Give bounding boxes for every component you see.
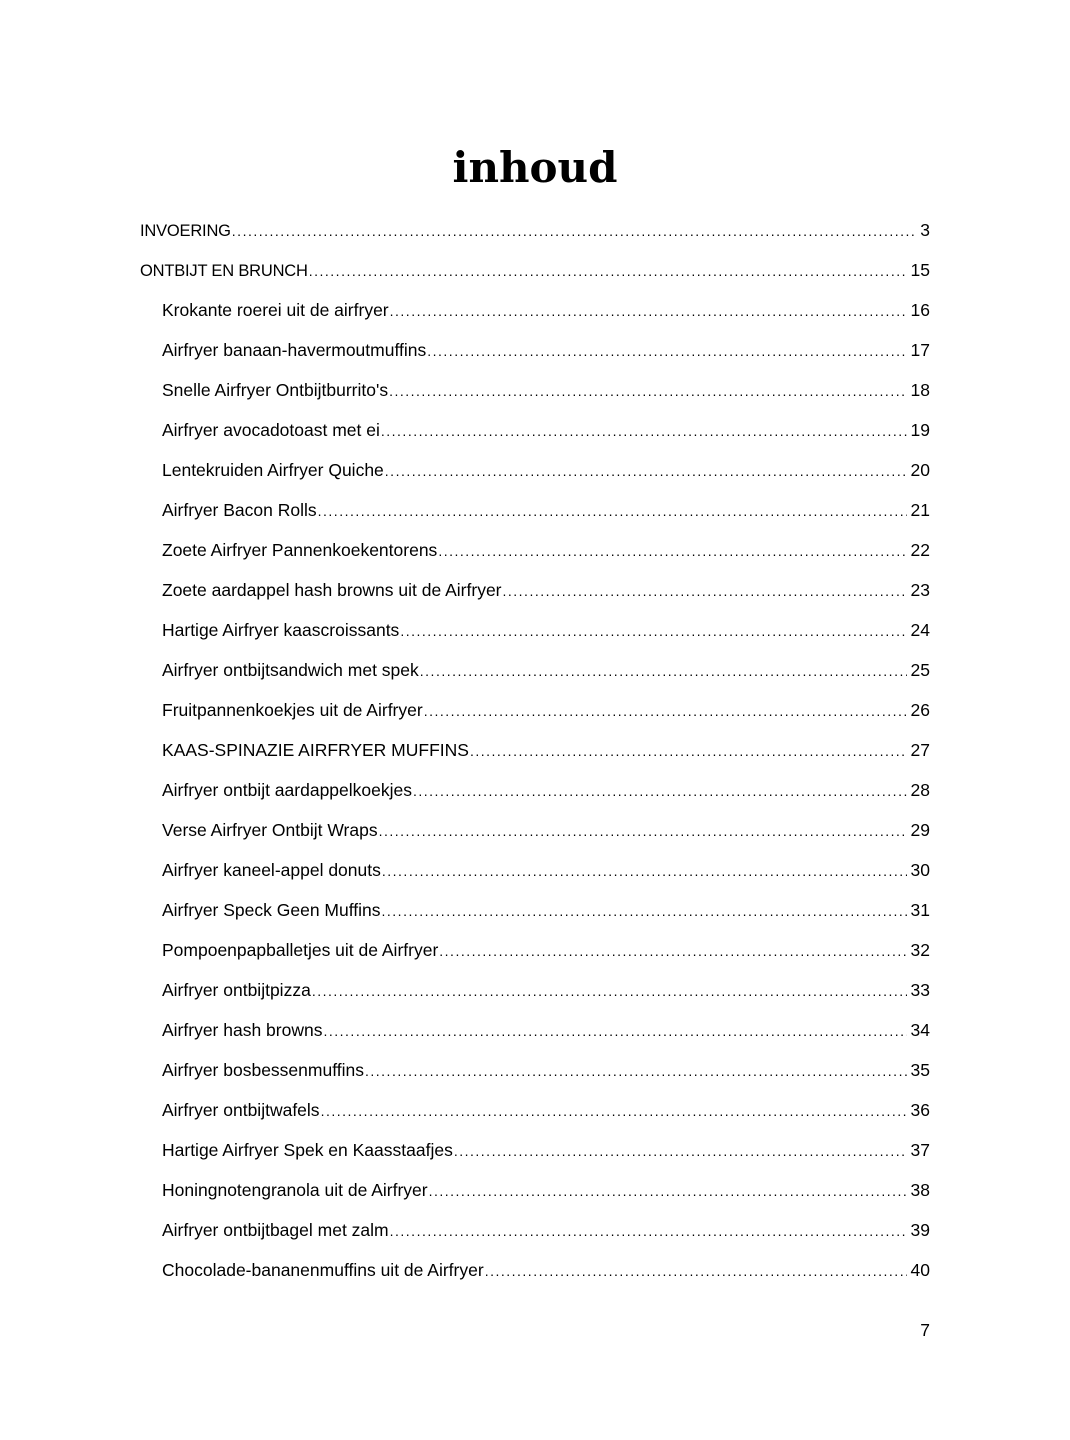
toc-entry[interactable]	[140, 976, 930, 1016]
toc-entry[interactable]	[140, 496, 930, 536]
toc-entry-page: 24	[910, 620, 930, 640]
toc-entry-label: Airfryer bosbessenmuffins	[162, 1060, 364, 1080]
page-number: 7	[920, 1320, 930, 1340]
toc-entry[interactable]	[140, 616, 930, 656]
toc-entry-page: 16	[910, 300, 930, 320]
table-of-contents	[140, 216, 930, 1296]
toc-entry-page: 18	[910, 380, 930, 400]
toc-entry-label: Airfryer hash browns	[162, 1020, 323, 1040]
dot-leader	[321, 1097, 907, 1125]
dot-leader	[389, 377, 906, 405]
toc-entry-page: 38	[910, 1180, 930, 1200]
dot-leader	[427, 337, 906, 365]
toc-entry[interactable]	[140, 1096, 930, 1136]
toc-entry-label: Airfryer avocadotoast met ei	[162, 420, 380, 440]
toc-entry-page: 21	[910, 500, 930, 520]
dot-leader	[438, 537, 906, 565]
toc-entry-label: Honingnotengranola uit de Airfryer	[162, 1180, 428, 1200]
toc-entry-page: 34	[910, 1020, 930, 1040]
toc-entry[interactable]	[140, 1056, 930, 1096]
dot-leader	[323, 1017, 906, 1045]
toc-entry-page: 28	[910, 780, 930, 800]
toc-entry[interactable]	[140, 1016, 930, 1056]
toc-entry-page: 25	[910, 660, 930, 680]
toc-entry-label: Airfryer banaan-havermoutmuffins	[162, 340, 427, 360]
toc-entry-label: Pompoenpapballetjes uit de Airfryer	[162, 940, 439, 960]
toc-entry[interactable]	[140, 576, 930, 616]
dot-leader	[413, 777, 907, 805]
dot-leader	[424, 697, 907, 725]
toc-entry-label: Verse Airfryer Ontbijt Wraps	[162, 820, 378, 840]
toc-entry[interactable]	[140, 776, 930, 816]
toc-entry[interactable]	[140, 736, 930, 776]
dot-leader	[381, 417, 907, 445]
dot-leader	[503, 577, 907, 605]
dot-leader	[312, 977, 907, 1005]
toc-entry-label: Airfryer kaneel-appel donuts	[162, 860, 381, 880]
toc-entry[interactable]	[140, 856, 930, 896]
dot-leader	[318, 497, 907, 525]
dot-leader	[390, 297, 907, 325]
toc-entry-page: 17	[910, 340, 930, 360]
dot-leader	[379, 817, 907, 845]
toc-entry-page: 23	[910, 580, 930, 600]
dot-leader	[382, 857, 907, 885]
toc-entry-label: Lentekruiden Airfryer Quiche	[162, 460, 384, 480]
toc-entry-label: KAAS-SPINAZIE AIRFRYER MUFFINS	[162, 740, 469, 760]
toc-entry-label: Fruitpannenkoekjes uit de Airfryer	[162, 700, 423, 720]
toc-entry[interactable]	[140, 456, 930, 496]
dot-leader	[390, 1217, 907, 1245]
dot-leader	[439, 937, 906, 965]
toc-entry-label: Airfryer Speck Geen Muffins	[162, 900, 381, 920]
toc-entry-page: 30	[910, 860, 930, 880]
toc-entry[interactable]	[140, 696, 930, 736]
toc-entry[interactable]	[140, 936, 930, 976]
toc-entry-page: 37	[910, 1140, 930, 1160]
toc-entry[interactable]	[140, 656, 930, 696]
dot-leader	[485, 1257, 907, 1285]
toc-entry-page: 33	[910, 980, 930, 1000]
toc-entry-label: Airfryer ontbijtsandwich met spek	[162, 660, 419, 680]
toc-entry-label: Zoete aardappel hash browns uit de Airfryer	[162, 580, 502, 600]
toc-entry-label: Hartige Airfryer Spek en Kaasstaafjes	[162, 1140, 453, 1160]
toc-entry-label: Zoete Airfryer Pannenkoekentorens	[162, 540, 438, 560]
dot-leader	[420, 657, 907, 685]
toc-entry-page: 39	[910, 1220, 930, 1240]
toc-entry-page: 35	[910, 1060, 930, 1080]
toc-entry-label: Airfryer ontbijt aardappelkoekjes	[162, 780, 412, 800]
dot-leader	[429, 1177, 907, 1205]
toc-entry[interactable]	[140, 1216, 930, 1256]
toc-entry-label: INVOERING	[140, 222, 231, 240]
toc-entry[interactable]	[140, 216, 930, 256]
dot-leader	[454, 1137, 907, 1165]
toc-entry-page: 26	[910, 700, 930, 720]
toc-entry[interactable]	[140, 256, 930, 296]
dot-leader	[400, 617, 906, 645]
toc-entry-page: 20	[910, 460, 930, 480]
toc-entry-label: Hartige Airfryer kaascroissants	[162, 620, 400, 640]
toc-entry-label: Chocolade-bananenmuffins uit de Airfryer	[162, 1260, 484, 1280]
dot-leader	[232, 217, 916, 245]
toc-entry-page: 19	[910, 420, 930, 440]
toc-entry-page: 32	[910, 940, 930, 960]
toc-entry-page: 15	[910, 260, 930, 280]
toc-entry-label: Airfryer ontbijtbagel met zalm	[162, 1220, 389, 1240]
dot-leader	[365, 1057, 907, 1085]
toc-entry-label: Airfryer ontbijtpizza	[162, 980, 311, 1000]
toc-entry-page: 36	[910, 1100, 930, 1120]
toc-entry-label: ONTBIJT EN BRUNCH	[140, 262, 308, 280]
toc-entry-page: 29	[910, 820, 930, 840]
toc-entry-label: Airfryer ontbijtwafels	[162, 1100, 320, 1120]
toc-entry-page: 27	[910, 740, 930, 760]
toc-entry[interactable]	[140, 336, 930, 376]
toc-entry[interactable]	[140, 896, 930, 936]
toc-entry[interactable]	[140, 1176, 930, 1216]
toc-entry[interactable]	[140, 816, 930, 856]
toc-entry[interactable]	[140, 376, 930, 416]
toc-entry[interactable]	[140, 1136, 930, 1176]
toc-entry[interactable]	[140, 536, 930, 576]
dot-leader	[385, 457, 907, 485]
toc-entry-page: 3	[920, 220, 930, 240]
toc-entry[interactable]	[140, 416, 930, 456]
page-title: inhoud	[452, 143, 618, 192]
toc-entry-label: Snelle Airfryer Ontbijtburrito's	[162, 380, 389, 400]
toc-entry[interactable]	[140, 296, 930, 336]
toc-entry-page: 31	[910, 900, 930, 920]
toc-entry-page: 40	[910, 1260, 930, 1280]
dot-leader	[382, 897, 907, 925]
toc-entry-page: 22	[910, 540, 930, 560]
toc-entry-label: Krokante roerei uit de airfryer	[162, 300, 389, 320]
toc-entry-label: Airfryer Bacon Rolls	[162, 500, 317, 520]
toc-entry[interactable]	[140, 1256, 930, 1296]
dot-leader	[470, 737, 907, 765]
dot-leader	[309, 257, 907, 285]
